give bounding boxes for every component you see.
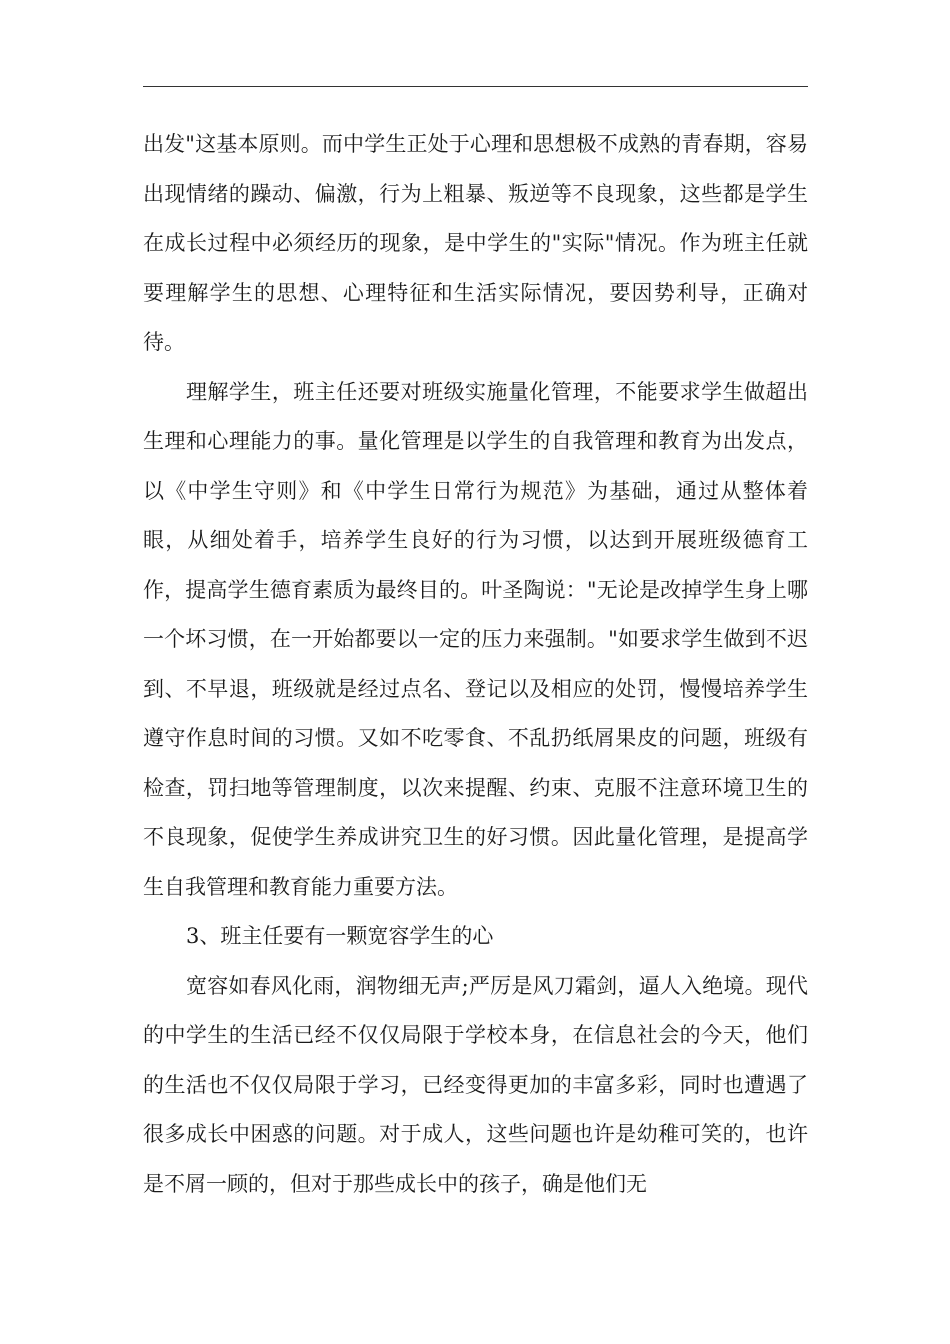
paragraph-3: 宽容如春风化雨，润物细无声;严厉是风刀霜剑，逼人入绝境。现代的中学生的生活已经不仅仅局限于学校本身，在信息社会的今天，他们的生活也不仅仅局限于学习，已经变得更加的丰富多彩，同时也遭遇了很多成长中困惑的问题。对于成人，这些问题也许是幼稚可笑的，也许是不屑一顾的，但对于那些成长中的孩子，确是他们无: [143, 973, 808, 1196]
document-body: [143, 120, 808, 1209]
paragraph-2: 理解学生，班主任还要对班级实施量化管理，不能要求学生做超出生理和心理能力的事。量化管理是以学生的自我管理和教育为出发点，以《中学生守则》和《中学生日常行为规范》为基础，通过从整体着眼，从细处着手，培养学生良好的行为习惯，以达到开展班级德育工作，提高学生德育素质为最终目的。叶圣陶说："无论是改掉学生身上哪一个坏习惯，在一开始都要以一定的压力来强制。"如要求学生做到不迟到、不早退，班级就是经过点名、登记以及相应的处罚，慢慢培养学生遵守作息时间的习惯。又如不吃零食、不乱扔纸屑果皮的问题，班级有检查，罚扫地等管理制度，以次来提醒、约束、克服不注意环境卫生的不良现象，促使学生养成讲究卫生的好习惯。因此量化管理，是提高学生自我管理和教育能力重要方法。: [143, 379, 808, 899]
header-rule: [143, 86, 808, 87]
paragraph-1: 出发"这基本原则。而中学生正处于心理和思想极不成熟的青春期，容易出现情绪的躁动、偏激，行为上粗暴、叛逆等不良现象，这些都是学生在成长过程中必须经历的现象，是中学生的"实际"情况。作为班主任就要理解学生的思想、心理特征和生活实际情况，要因势利导，正确对待。: [143, 132, 808, 354]
section-heading: 3、班主任要有一颗宽容学生的心: [186, 924, 494, 948]
